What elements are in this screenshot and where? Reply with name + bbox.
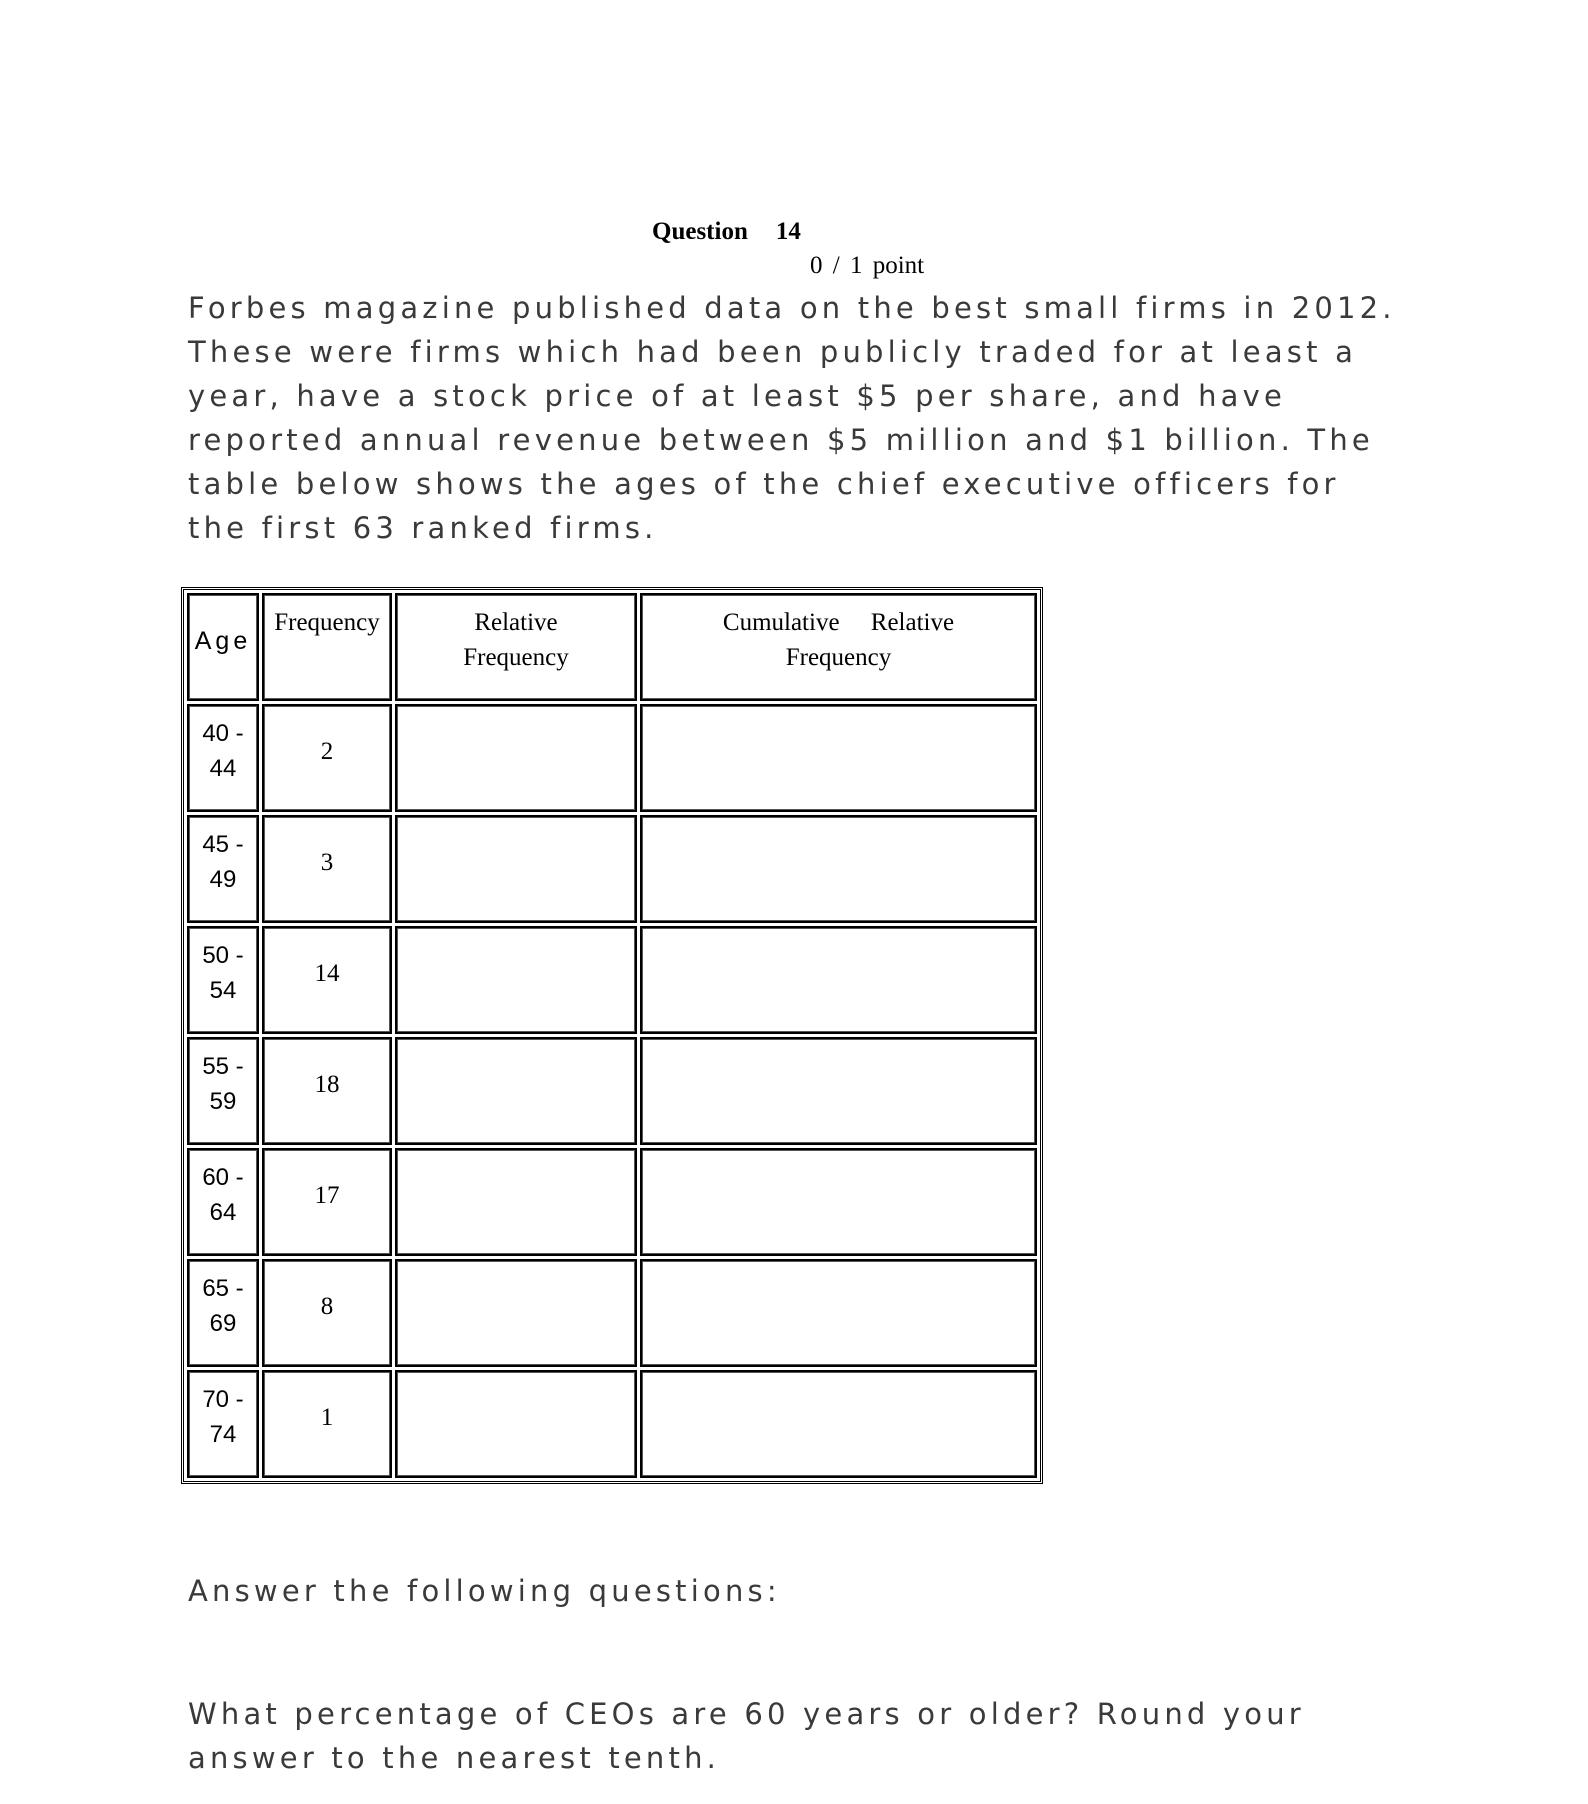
header-cumulative-relative-frequency: Cumulative Relative Frequency bbox=[640, 593, 1037, 701]
answer-intro: Answer the following questions: bbox=[188, 1574, 781, 1608]
relative-frequency-cell[interactable] bbox=[395, 1148, 637, 1256]
relative-frequency-cell[interactable] bbox=[395, 1370, 637, 1478]
frequency-cell: 2 bbox=[262, 704, 392, 812]
table-row bbox=[187, 1259, 1037, 1367]
age-cell: 55 - 59 bbox=[187, 1037, 259, 1145]
frequency-cell: 18 bbox=[262, 1037, 392, 1145]
cumulative-relative-frequency-cell[interactable] bbox=[640, 704, 1037, 812]
cumulative-relative-frequency-cell[interactable] bbox=[640, 1259, 1037, 1367]
age-cell: 40 - 44 bbox=[187, 704, 259, 812]
table-row bbox=[187, 926, 1037, 1034]
cumulative-relative-frequency-cell[interactable] bbox=[640, 815, 1037, 923]
question-label: Question bbox=[652, 218, 748, 245]
frequency-cell: 17 bbox=[262, 1148, 392, 1256]
age-cell: 50 - 54 bbox=[187, 926, 259, 1034]
table-body bbox=[187, 704, 1037, 1478]
age-cell: 45 - 49 bbox=[187, 815, 259, 923]
cumulative-relative-frequency-cell[interactable] bbox=[640, 1148, 1037, 1256]
frequency-cell: 8 bbox=[262, 1259, 392, 1367]
table-row bbox=[187, 1037, 1037, 1145]
cumulative-relative-frequency-cell[interactable] bbox=[640, 926, 1037, 1034]
question-points: 0 / 1 point bbox=[810, 252, 925, 279]
age-cell: 70 - 74 bbox=[187, 1370, 259, 1478]
relative-frequency-cell[interactable] bbox=[395, 926, 637, 1034]
frequency-cell: 14 bbox=[262, 926, 392, 1034]
table-row bbox=[187, 815, 1037, 923]
frequency-table bbox=[181, 587, 1043, 1484]
header-frequency: Frequency bbox=[262, 593, 392, 701]
question-intro: Forbes magazine published data on the best small firms in 2012. These were firms which had been publicly traded for at least a year, have a stock price of at least $5 per share, and have reported annual revenue between $5 million and $1 billion. The table below shows the ages of the chief executive officers for the first 63 ranked firms. bbox=[188, 291, 1396, 545]
question-title bbox=[652, 218, 801, 246]
cumulative-relative-frequency-cell[interactable] bbox=[640, 1037, 1037, 1145]
sub-question: What percentage of CEOs are 60 years or older? Round your answer to the nearest tenth. bbox=[188, 1697, 1305, 1775]
frequency-cell: 3 bbox=[262, 815, 392, 923]
table-header-row bbox=[187, 593, 1037, 701]
age-cell: 65 - 69 bbox=[187, 1259, 259, 1367]
frequency-cell: 1 bbox=[262, 1370, 392, 1478]
relative-frequency-cell[interactable] bbox=[395, 704, 637, 812]
question-number: 14 bbox=[775, 218, 801, 245]
table-row bbox=[187, 704, 1037, 812]
relative-frequency-cell[interactable] bbox=[395, 1037, 637, 1145]
relative-frequency-cell[interactable] bbox=[395, 1259, 637, 1367]
age-cell: 60 - 64 bbox=[187, 1148, 259, 1256]
header-relative-frequency: Relative Frequency bbox=[395, 593, 637, 701]
cumulative-relative-frequency-cell[interactable] bbox=[640, 1370, 1037, 1478]
table-row bbox=[187, 1370, 1037, 1478]
relative-frequency-cell[interactable] bbox=[395, 815, 637, 923]
table-row bbox=[187, 1148, 1037, 1256]
header-age: Age bbox=[187, 593, 259, 701]
